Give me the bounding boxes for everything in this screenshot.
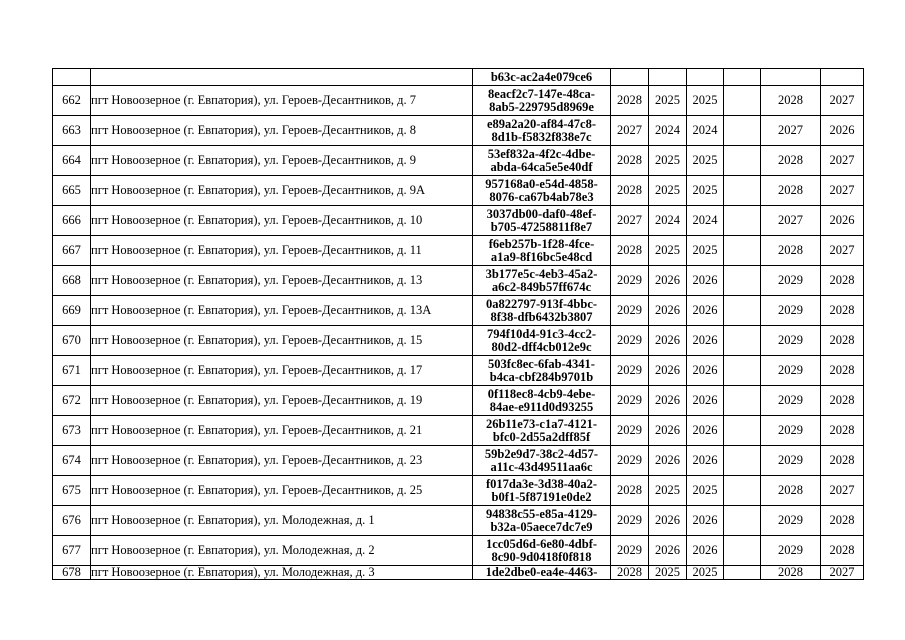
year-cell-y4	[724, 386, 761, 416]
guid-line-1: 94838c55-e85a-4129-	[485, 506, 598, 521]
year-cell-y6: 2027	[821, 566, 864, 580]
address-cell: пгт Новоозерное (г. Евпатория), ул. Героев-Десантников, д. 8	[91, 116, 473, 146]
address-cell: пгт Новоозерное (г. Евпатория), ул. Героев-Десантников, д. 9	[91, 146, 473, 176]
guid-line-1: 957168a0-e54d-4858-	[485, 176, 598, 191]
year-cell-y4	[724, 476, 761, 506]
year-cell-y1: 2029	[611, 446, 649, 476]
year-cell-y5: 2028	[761, 476, 821, 506]
guid-line-2: abda-64ca5e5e40df	[490, 159, 593, 174]
guid-line-1: 3037db00-daf0-48ef-	[486, 206, 597, 221]
row-number-cell: 666	[53, 206, 91, 236]
guid-line-1: e89a2a20-af84-47c8-	[487, 116, 596, 131]
year-cell-y1: 2029	[611, 536, 649, 566]
table-row	[53, 476, 864, 506]
guid-line-1: 1cc05d6d-6e80-4dbf-	[485, 536, 598, 551]
year-cell-y4	[724, 176, 761, 206]
row-number-cell: 667	[53, 236, 91, 266]
year-cell-y3: 2026	[687, 266, 724, 296]
year-cell-y2: 2024	[649, 206, 687, 236]
guid-cell	[473, 476, 611, 506]
guid-line-2: b705-47258811f8e7	[490, 219, 593, 234]
year-cell-y4	[724, 206, 761, 236]
year-cell-y4	[724, 326, 761, 356]
table-row	[53, 416, 864, 446]
guid-line-1: 59b2e9d7-38c2-4d57-	[484, 446, 599, 461]
year-cell-y5: 2027	[761, 116, 821, 146]
year-cell-y6: 2028	[821, 356, 864, 386]
row-number-cell: 675	[53, 476, 91, 506]
year-cell-y3: 2025	[687, 176, 724, 206]
table-row	[53, 146, 864, 176]
year-cell-y6: 2028	[821, 386, 864, 416]
guid-line-2: b32a-05aece7dc7e9	[490, 519, 593, 534]
table-row	[53, 69, 864, 86]
guid-cell	[473, 266, 611, 296]
guid-line-1: f017da3e-3d38-40a2-	[485, 476, 598, 491]
year-cell-y3: 2026	[687, 356, 724, 386]
row-number-cell: 672	[53, 386, 91, 416]
year-cell-y3: 2025	[687, 146, 724, 176]
year-cell-y3: 2025	[687, 86, 724, 116]
row-number-cell: 669	[53, 296, 91, 326]
year-cell-y5: 2029	[761, 536, 821, 566]
year-cell-y1: 2029	[611, 266, 649, 296]
guid-cell	[473, 416, 611, 446]
row-number-cell: 674	[53, 446, 91, 476]
year-cell-y6	[821, 69, 864, 86]
guid-cell	[473, 116, 611, 146]
year-cell-y2: 2026	[649, 446, 687, 476]
address-cell: пгт Новоозерное (г. Евпатория), ул. Молодежная, д. 2	[91, 536, 473, 566]
year-cell-y1: 2028	[611, 146, 649, 176]
guid-cell	[473, 446, 611, 476]
guid-cell	[473, 69, 611, 86]
address-cell: пгт Новоозерное (г. Евпатория), ул. Героев-Десантников, д. 7	[91, 86, 473, 116]
year-cell-y5: 2028	[761, 566, 821, 580]
year-cell-y5: 2029	[761, 356, 821, 386]
address-cell: пгт Новоозерное (г. Евпатория), ул. Героев-Десантников, д. 19	[91, 386, 473, 416]
year-cell-y2: 2026	[649, 536, 687, 566]
table-row	[53, 506, 864, 536]
year-cell-y6: 2028	[821, 506, 864, 536]
guid-line-1: 794f10d4-91c3-4cc2-	[487, 326, 596, 341]
table-row	[53, 176, 864, 206]
guid-cell	[473, 386, 611, 416]
guid-line-2: 8076-ca67b4ab78e3	[489, 189, 594, 204]
year-cell-y3: 2026	[687, 326, 724, 356]
guid-cell	[473, 566, 611, 580]
year-cell-y5	[761, 69, 821, 86]
year-cell-y5: 2029	[761, 416, 821, 446]
year-cell-y3: 2026	[687, 446, 724, 476]
year-cell-y3: 2026	[687, 416, 724, 446]
year-cell-y2: 2026	[649, 416, 687, 446]
address-cell: пгт Новоозерное (г. Евпатория), ул. Героев-Десантников, д. 15	[91, 326, 473, 356]
guid-cell	[473, 536, 611, 566]
guid-line-2: 8f38-dfb6432b3807	[490, 309, 593, 324]
guid-cell	[473, 296, 611, 326]
year-cell-y4	[724, 266, 761, 296]
row-number-cell: 664	[53, 146, 91, 176]
address-cell: пгт Новоозерное (г. Евпатория), ул. Героев-Десантников, д. 23	[91, 446, 473, 476]
guid-line-2: a1a9-8f16bc5e48cd	[490, 249, 593, 264]
table-row	[53, 266, 864, 296]
guid-line-1: 8eacf2c7-147e-48ca-	[488, 86, 595, 101]
year-cell-y6: 2027	[821, 146, 864, 176]
row-number-cell: 673	[53, 416, 91, 446]
year-cell-y2: 2025	[649, 236, 687, 266]
year-cell-y2: 2024	[649, 116, 687, 146]
guid-cell	[473, 506, 611, 536]
table-body	[53, 69, 864, 580]
guid-line-2: 8c90-9d0418f0f818	[491, 549, 592, 564]
year-cell-y6: 2027	[821, 176, 864, 206]
year-cell-y3: 2026	[687, 506, 724, 536]
table-row	[53, 116, 864, 146]
year-cell-y1: 2028	[611, 566, 649, 580]
address-cell: пгт Новоозерное (г. Евпатория), ул. Героев-Десантников, д. 11	[91, 236, 473, 266]
address-cell: пгт Новоозерное (г. Евпатория), ул. Героев-Десантников, д. 13	[91, 266, 473, 296]
year-cell-y2: 2026	[649, 356, 687, 386]
row-number-cell: 671	[53, 356, 91, 386]
guid-line-1: f6eb257b-1f28-4fce-	[488, 236, 595, 251]
housing-table	[52, 68, 864, 580]
year-cell-y6: 2026	[821, 206, 864, 236]
address-cell: пгт Новоозерное (г. Евпатория), ул. Героев-Десантников, д. 25	[91, 476, 473, 506]
year-cell-y6: 2028	[821, 266, 864, 296]
year-cell-y1: 2029	[611, 356, 649, 386]
guid-line-2: 80d2-dff4cb012e9c	[491, 339, 592, 354]
table-row	[53, 296, 864, 326]
guid-line-2: a11c-43d49511aa6c	[490, 459, 593, 474]
table-row	[53, 236, 864, 266]
guid-cell	[473, 206, 611, 236]
guid-cell	[473, 326, 611, 356]
guid-line-1: 0f118ec8-4cb9-4ebe-	[487, 386, 596, 401]
guid-cell	[473, 176, 611, 206]
guid-line-1: 26b11e73-c1a7-4121-	[485, 416, 598, 431]
guid-cell	[473, 356, 611, 386]
table-row	[53, 326, 864, 356]
year-cell-y1: 2028	[611, 176, 649, 206]
year-cell-y5: 2028	[761, 146, 821, 176]
year-cell-y4	[724, 116, 761, 146]
address-cell	[91, 69, 473, 86]
year-cell-y2: 2026	[649, 386, 687, 416]
year-cell-y6: 2027	[821, 86, 864, 116]
guid-line-2: b0f1-5f87191e0de2	[491, 489, 592, 504]
year-cell-y1: 2029	[611, 386, 649, 416]
year-cell-y2: 2025	[649, 146, 687, 176]
year-cell-y6: 2028	[821, 326, 864, 356]
year-cell-y5: 2029	[761, 326, 821, 356]
table-row	[53, 536, 864, 566]
year-cell-y2: 2025	[649, 86, 687, 116]
guid-line-2: 8ab5-229795d8969e	[489, 99, 594, 114]
year-cell-y1: 2029	[611, 296, 649, 326]
year-cell-y6: 2027	[821, 236, 864, 266]
guid-line-2: bfc0-2d55a2dff85f	[492, 429, 591, 444]
year-cell-y5: 2029	[761, 386, 821, 416]
address-cell: пгт Новоозерное (г. Евпатория), ул. Героев-Десантников, д. 10	[91, 206, 473, 236]
year-cell-y5: 2028	[761, 86, 821, 116]
row-number-cell: 665	[53, 176, 91, 206]
address-cell: пгт Новоозерное (г. Евпатория), ул. Героев-Десантников, д. 9А	[91, 176, 473, 206]
year-cell-y5: 2029	[761, 506, 821, 536]
guid-line-1: 53ef832a-4f2c-4dbe-	[487, 146, 596, 161]
row-number-cell: 678	[53, 566, 91, 580]
year-cell-y1: 2027	[611, 206, 649, 236]
year-cell-y3: 2025	[687, 566, 724, 580]
year-cell-y2: 2025	[649, 476, 687, 506]
guid-line-1: 1de2dbe0-ea4e-4463-	[485, 565, 598, 579]
address-cell: пгт Новоозерное (г. Евпатория), ул. Героев-Десантников, д. 21	[91, 416, 473, 446]
year-cell-y4	[724, 536, 761, 566]
year-cell-y4	[724, 506, 761, 536]
row-number-cell: 662	[53, 86, 91, 116]
year-cell-y1: 2029	[611, 326, 649, 356]
year-cell-y3: 2026	[687, 536, 724, 566]
guid-line-1: 503fc8ec-6fab-4341-	[488, 356, 595, 371]
row-number-cell: 663	[53, 116, 91, 146]
year-cell-y6: 2026	[821, 116, 864, 146]
year-cell-y2	[649, 69, 687, 86]
table-row	[53, 566, 864, 580]
year-cell-y4	[724, 446, 761, 476]
year-cell-y6: 2028	[821, 416, 864, 446]
year-cell-y6: 2027	[821, 476, 864, 506]
table-row	[53, 356, 864, 386]
table-row	[53, 386, 864, 416]
row-number-cell: 670	[53, 326, 91, 356]
year-cell-y4	[724, 69, 761, 86]
year-cell-y5: 2028	[761, 176, 821, 206]
year-cell-y3: 2026	[687, 296, 724, 326]
year-cell-y4	[724, 236, 761, 266]
year-cell-y5: 2027	[761, 206, 821, 236]
guid-line-2: b4ca-cbf284b9701b	[489, 369, 594, 384]
guid-line-1: 3b177e5c-4eb3-45a2-	[485, 266, 598, 281]
year-cell-y5: 2029	[761, 296, 821, 326]
guid-cell	[473, 236, 611, 266]
year-cell-y6: 2028	[821, 296, 864, 326]
year-cell-y2: 2026	[649, 296, 687, 326]
year-cell-y2: 2026	[649, 266, 687, 296]
year-cell-y2: 2026	[649, 506, 687, 536]
year-cell-y1: 2029	[611, 416, 649, 446]
year-cell-y4	[724, 86, 761, 116]
year-cell-y4	[724, 566, 761, 580]
year-cell-y4	[724, 296, 761, 326]
address-cell: пгт Новоозерное (г. Евпатория), ул. Молодежная, д. 3	[91, 566, 473, 580]
year-cell-y6: 2028	[821, 446, 864, 476]
row-number-cell: 668	[53, 266, 91, 296]
year-cell-y2: 2025	[649, 566, 687, 580]
year-cell-y3: 2024	[687, 206, 724, 236]
address-cell: пгт Новоозерное (г. Евпатория), ул. Героев-Десантников, д. 17	[91, 356, 473, 386]
year-cell-y3	[687, 69, 724, 86]
guid-line-2: 8d1b-f5832f838e7c	[491, 129, 592, 144]
row-number-cell: 677	[53, 536, 91, 566]
address-cell: пгт Новоозерное (г. Евпатория), ул. Героев-Десантников, д. 13А	[91, 296, 473, 326]
year-cell-y5: 2029	[761, 266, 821, 296]
year-cell-y2: 2026	[649, 326, 687, 356]
year-cell-y1: 2028	[611, 476, 649, 506]
guid-line-2: a6c2-849b57ff674c	[491, 279, 592, 294]
year-cell-y4	[724, 356, 761, 386]
guid-cell	[473, 146, 611, 176]
year-cell-y5: 2029	[761, 446, 821, 476]
guid-cell	[473, 86, 611, 116]
address-cell: пгт Новоозерное (г. Евпатория), ул. Молодежная, д. 1	[91, 506, 473, 536]
table-row	[53, 206, 864, 236]
year-cell-y1: 2028	[611, 86, 649, 116]
year-cell-y3: 2025	[687, 236, 724, 266]
year-cell-y4	[724, 416, 761, 446]
year-cell-y1: 2028	[611, 236, 649, 266]
guid-line-1: 0a822797-913f-4bbc-	[485, 296, 598, 311]
year-cell-y3: 2025	[687, 476, 724, 506]
year-cell-y3: 2024	[687, 116, 724, 146]
year-cell-y1: 2027	[611, 116, 649, 146]
year-cell-y2: 2025	[649, 176, 687, 206]
year-cell-y4	[724, 146, 761, 176]
year-cell-y5: 2028	[761, 236, 821, 266]
year-cell-y6: 2028	[821, 536, 864, 566]
guid-line-1: b63c-ac2a4e079ce6	[490, 69, 593, 84]
year-cell-y1: 2029	[611, 506, 649, 536]
table-row	[53, 86, 864, 116]
row-number-cell	[53, 69, 91, 86]
year-cell-y3: 2026	[687, 386, 724, 416]
guid-line-2: 84ae-e911d0d93255	[489, 399, 594, 414]
row-number-cell: 676	[53, 506, 91, 536]
year-cell-y1	[611, 69, 649, 86]
table-row	[53, 446, 864, 476]
